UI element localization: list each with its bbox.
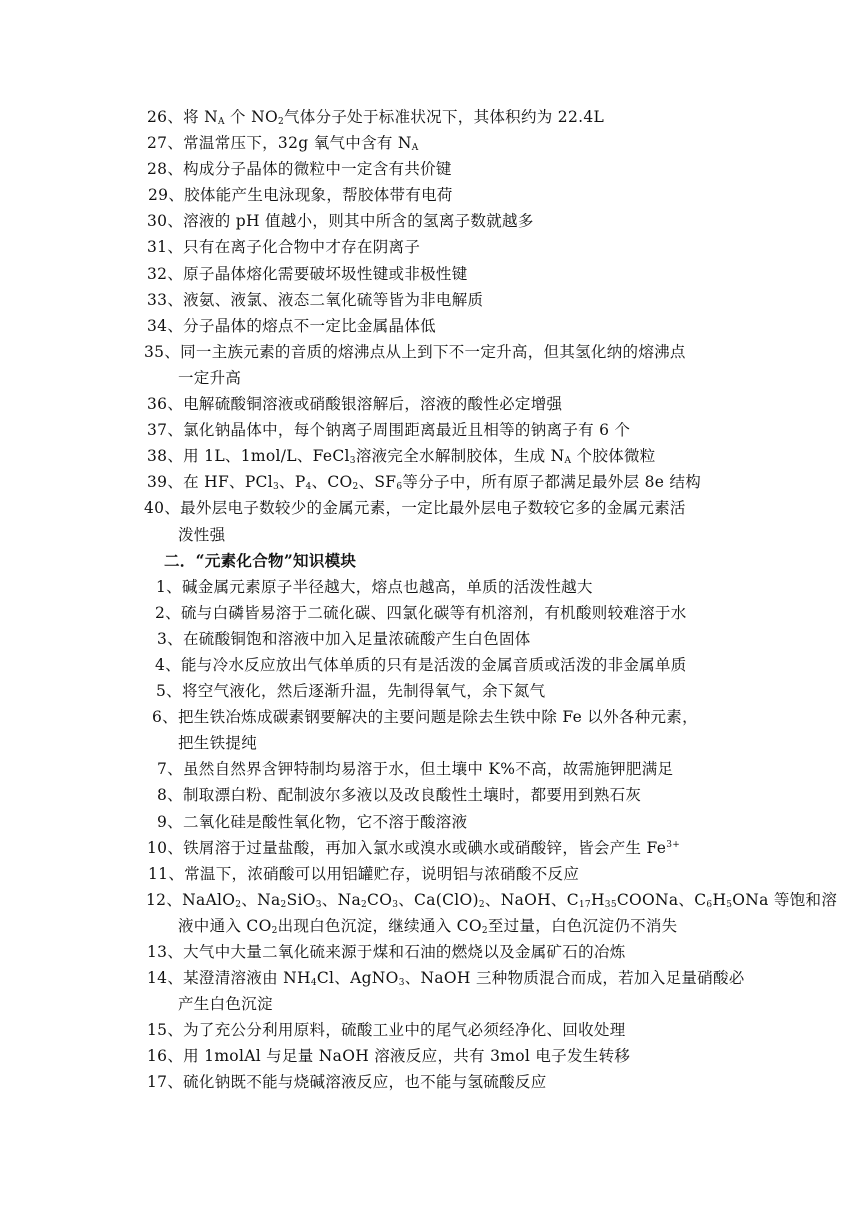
item-number: 31、 xyxy=(147,238,184,257)
item-text: 虽然自然界含钾特制均易溶于水，但土壤中 K%不高，故需施钾肥满足 xyxy=(182,760,674,779)
item-number: 39、 xyxy=(147,473,184,492)
item-text: 只有在离子化合物中才存在阴离子 xyxy=(183,238,421,257)
item-text: 液氨、液氯、液态二氧化硫等皆为非电解质 xyxy=(183,290,484,309)
item-text-continuation: 一定升高 xyxy=(178,368,242,387)
item-number: 40、 xyxy=(144,499,181,518)
list-item xyxy=(0,130,860,156)
item-text: 最外层电子数较少的金属元素，一定比最外层电子数较它多的金属元素活 xyxy=(180,499,686,518)
item-number: 27、 xyxy=(147,134,184,153)
item-number: 3、 xyxy=(157,629,183,648)
item-number: 8、 xyxy=(157,786,183,805)
list-item xyxy=(0,835,860,861)
list-item xyxy=(0,287,860,313)
list-item xyxy=(0,939,860,965)
item-text: 某澄清溶液由 $NH_4Cl$、AgNO$_3$、NaOH 三种物质混合而成，若加入足量硝酸必 xyxy=(183,969,745,989)
item-text: 同一主族元素的音质的熔沸点从上到下不一定升高，但其氢化纳的熔沸点 xyxy=(180,342,686,361)
item-text: 能与冷水反应放出气体单质的只有是活泼的金属音质或活泼的非金属单质 xyxy=(180,655,687,674)
item-number: 30、 xyxy=(147,212,184,231)
item-text-continuation: 产生白色沉淀 xyxy=(178,995,273,1014)
list-item xyxy=(0,861,860,887)
item-number: 5、 xyxy=(156,682,182,701)
list-item xyxy=(0,626,860,652)
item-number: 7、 xyxy=(157,760,183,779)
item-number: 1、 xyxy=(156,577,182,596)
item-text: 电解硫酸铜溶液或硝酸银溶解后，溶液的酸性必定增强 xyxy=(183,395,563,414)
item-number: 9、 xyxy=(157,812,183,831)
item-text: 常温下，浓硝酸可以用铝罐贮存，说明铝与浓硝酸不反应 xyxy=(184,864,580,883)
item-number: 29、 xyxy=(148,186,185,205)
item-text: 制取漂白粉、配制波尔多液以及改良酸性土壤时，都要用到熟石灰 xyxy=(182,786,642,805)
item-text: 构成分子晶体的微粒中一定含有共价键 xyxy=(183,160,452,179)
item-text: 溶液的 pH 值越小，则其中所含的氢离子数就越多 xyxy=(183,212,534,231)
item-number: 11、 xyxy=(148,864,185,883)
list-item xyxy=(0,965,860,991)
item-number: 37、 xyxy=(147,421,184,440)
item-number: 6、 xyxy=(152,708,178,727)
item-number: 14、 xyxy=(147,969,184,988)
item-text: 在 HF、PCl$_3$、$P_4$、$CO_2$、$SF_6$等分子中，所有原子都满足最外层 8e 结构 xyxy=(183,473,702,493)
part2-list xyxy=(0,574,860,1096)
item-number: 38、 xyxy=(147,447,184,466)
item-number: 10、 xyxy=(147,838,184,857)
list-item xyxy=(0,574,860,600)
list-item xyxy=(0,208,860,234)
item-text-continuation: 液中通入 $CO_2$出现白色沉淀，继续通入 $CO_2$至过量，白色沉淀仍不消失 xyxy=(178,916,678,936)
list-item xyxy=(0,156,860,182)
item-number: 4、 xyxy=(155,655,181,674)
item-number: 16、 xyxy=(147,1047,184,1066)
item-text: 为了充公分利用原料，硫酸工业中的尾气必须经净化、回收处理 xyxy=(183,1021,626,1040)
item-text: 碱金属元素原子半径越大，熔点也越高，单质的活泼性越大 xyxy=(181,577,593,596)
item-text: 胶体能产生电泳现象，帮胶体带有电荷 xyxy=(184,186,453,205)
list-item xyxy=(0,1043,860,1069)
item-text: 大气中大量二氧化硫来源于煤和石油的燃烧以及金属矿石的冶炼 xyxy=(183,943,626,961)
list-item xyxy=(0,469,860,495)
item-text: 硫与白磷皆易溶于二硫化碳、四氯化碳等有机溶剂，有机酸则较难溶于水 xyxy=(180,603,687,622)
list-item xyxy=(0,339,860,365)
list-item xyxy=(0,782,860,808)
item-number: 32、 xyxy=(147,264,184,283)
item-text: 分子晶体的熔点不一定比金属晶体低 xyxy=(183,316,436,335)
item-text: 用 1molAl 与足量 NaOH 溶液反应，共有 3mol 电子发生转移 xyxy=(183,1047,631,1066)
part1-list xyxy=(0,104,860,548)
list-item xyxy=(0,234,860,260)
item-text: 将 $N_A$ 个 $NO_2$气体分子处于标准状况下，其体积约为 22.4L xyxy=(183,108,605,127)
list-item xyxy=(0,443,860,469)
list-item xyxy=(0,809,860,835)
list-item xyxy=(0,391,860,417)
item-number: 33、 xyxy=(147,290,184,309)
item-text: NaAlO$_2$、$Na_2SiO_3$、$Na_2CO_3$、$Ca(ClO)_2$、NaOH、$C_{17}H_{35}COONa$、$C_6H_5ONa$ 等饱和溶 xyxy=(182,890,838,910)
item-text: 把生铁冶炼成碳素钢要解决的主要问题是除去生铁中除 Fe 以外各种元素， xyxy=(177,708,698,727)
item-text: 常温常压下，32g 氧气中含有 $N_A$ xyxy=(183,134,419,154)
list-item xyxy=(0,417,860,443)
item-number: 26、 xyxy=(147,108,184,126)
list-item xyxy=(0,1017,860,1043)
item-number: 28、 xyxy=(147,160,184,179)
item-text-continuation: 把生铁提纯 xyxy=(178,734,258,753)
list-item xyxy=(0,652,860,678)
item-text: 氯化钠晶体中，每个钠离子周围距离最近且相等的钠离子有 6 个 xyxy=(183,421,631,440)
item-number: 2、 xyxy=(155,603,181,622)
item-text: 在硫酸铜饱和溶液中加入足量浓硫酸产生白色固体 xyxy=(182,629,531,648)
section-heading: 二．“元素化合物”知识模块 xyxy=(164,550,357,570)
document-content xyxy=(0,104,860,1096)
item-number: 13、 xyxy=(147,943,184,961)
item-text-continuation: 泼性强 xyxy=(178,525,226,544)
item-text: 将空气液化，然后逐渐升温，先制得氧气，余下氮气 xyxy=(181,682,546,701)
item-text: 二氧化硅是酸性氧化物，它不溶于酸溶液 xyxy=(182,812,468,831)
list-item xyxy=(0,313,860,339)
item-text: 原子晶体熔化需要破坏圾性键或非极性键 xyxy=(183,264,468,283)
item-number: 15、 xyxy=(147,1021,184,1040)
list-item xyxy=(0,678,860,704)
list-item xyxy=(0,104,860,130)
item-number: 34、 xyxy=(147,316,184,335)
list-item xyxy=(0,756,860,782)
list-item xyxy=(0,887,860,913)
list-item xyxy=(0,495,860,521)
item-number: 35、 xyxy=(144,342,181,361)
list-item xyxy=(0,600,860,626)
list-item xyxy=(0,261,860,287)
item-text: 用 1L、1mol/L、FeCl$_3$溶液完全水解制胶体，生成 $N_A$ 个胶体微粒 xyxy=(183,447,656,467)
list-item xyxy=(0,1069,860,1095)
item-number: 17、 xyxy=(147,1073,184,1092)
item-number: 36、 xyxy=(147,395,184,414)
list-item xyxy=(0,182,860,208)
list-item xyxy=(0,704,860,730)
item-text: 铁屑溶于过量盐酸，再加入氯水或溴水或碘水或硝酸锌，皆会产生 $Fe^{3+}$ xyxy=(183,838,681,857)
item-number: 12、 xyxy=(146,890,183,909)
item-text: 硫化钠既不能与烧碱溶液反应，也不能与氢硫酸反应 xyxy=(183,1073,547,1092)
